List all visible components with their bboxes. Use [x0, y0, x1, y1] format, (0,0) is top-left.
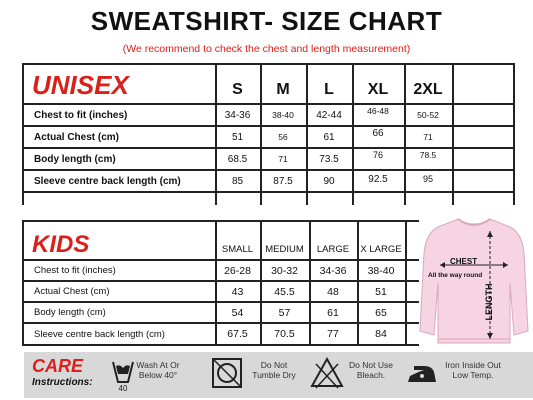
- care-subtitle: Instructions:: [32, 377, 93, 388]
- table-cell: 84: [375, 328, 387, 340]
- table-cell: 34-36: [224, 109, 251, 121]
- row-label: Sleeve centre back length (cm): [34, 328, 165, 340]
- iron-icon: [404, 356, 440, 394]
- page-subtitle: (We recommend to check the chest and length measurement): [122, 43, 411, 55]
- table-cell: 42-44: [316, 109, 342, 121]
- wash-icon: [110, 356, 136, 394]
- table-cell: 73.5: [319, 153, 339, 165]
- table-cell: 67.5: [227, 328, 248, 340]
- size-header: X LARGE: [360, 244, 402, 255]
- table-cell: 71: [278, 154, 288, 164]
- table-cell: 30-32: [271, 264, 298, 277]
- size-header: 2XL: [413, 81, 443, 98]
- table-cell: 76: [372, 150, 383, 160]
- table-cell: 38-40: [367, 264, 395, 277]
- table-rule: [405, 220, 407, 346]
- table-cell: 61: [323, 131, 335, 143]
- table-cell: 26-28: [224, 264, 251, 277]
- table-cell: 65: [375, 306, 387, 319]
- length-label: LENGTH: [484, 283, 494, 321]
- wash-temperature: 40: [118, 384, 128, 392]
- table-rule: [22, 220, 419, 222]
- table-cell: 77: [327, 328, 339, 340]
- table-cell: 38-40: [272, 110, 294, 120]
- care-title: CARE: [32, 356, 84, 376]
- size-header: XL: [367, 81, 389, 98]
- size-header: LARGE: [316, 244, 350, 255]
- row-label: Actual Chest (cm): [34, 131, 120, 143]
- care-text: Iron Inside Out Low Temp.: [445, 360, 501, 380]
- table-cell: 43: [231, 285, 244, 298]
- table-cell: 87.5: [273, 175, 293, 187]
- care-text: Do Not Use Bleach.: [349, 360, 393, 380]
- row-label: Chest to fit (inches): [34, 265, 116, 276]
- unisex-size-table: [22, 63, 515, 205]
- no-bleach-icon: [310, 356, 344, 394]
- table-cell: 57: [278, 306, 291, 319]
- table-cell: 78.5: [419, 150, 437, 160]
- table-cell: 61: [327, 306, 339, 319]
- table-cell: 50-52: [417, 110, 439, 120]
- row-label: Body length (cm): [34, 307, 106, 318]
- table-cell: 48: [327, 285, 339, 298]
- table-rule: [452, 63, 454, 205]
- table-cell: 56: [278, 132, 288, 142]
- table-cell: 34-36: [319, 264, 347, 277]
- page-title: SWEATSHIRT- SIZE CHART: [90, 6, 443, 36]
- care-text: Wash At Or Below 40°: [136, 360, 180, 380]
- no-tumble-dry-icon: [210, 356, 244, 394]
- table-rule: [22, 63, 515, 65]
- table-cell: 46-48: [367, 106, 389, 116]
- size-header: L: [324, 81, 334, 98]
- table-rule: [513, 63, 515, 205]
- table-cell: 92.5: [368, 173, 388, 185]
- size-header: SMALL: [221, 244, 254, 255]
- table-cell: 85: [231, 175, 244, 187]
- row-label: Chest to fit (inches): [34, 109, 128, 121]
- table-cell: 71: [423, 132, 433, 142]
- table-cell: 54: [231, 306, 244, 319]
- chest-label: CHEST: [450, 257, 478, 266]
- table-cell: 45.5: [274, 285, 295, 298]
- row-label: Actual Chest (cm): [34, 286, 110, 297]
- table-rule: [22, 344, 419, 346]
- size-header: S: [232, 81, 243, 98]
- row-label: Sleeve centre back length (cm): [34, 175, 181, 187]
- table-cell: 66: [372, 127, 384, 139]
- table-rule: [22, 191, 515, 193]
- table-cell: 70.5: [274, 328, 295, 340]
- section-title-unisex: UNISEX: [32, 69, 129, 100]
- chest-note: All the way round: [428, 272, 483, 279]
- table-cell: 51: [375, 285, 387, 298]
- size-header: MEDIUM: [265, 244, 304, 255]
- sweatshirt-measurement-diagram: [418, 213, 530, 353]
- care-text: Do Not Tumble Dry: [252, 360, 296, 380]
- table-cell: 90: [323, 175, 335, 187]
- table-cell: 68.5: [227, 153, 248, 165]
- care-instructions-bar: [24, 352, 533, 398]
- sweatshirt-icon: [418, 213, 530, 353]
- size-header: M: [276, 81, 290, 98]
- table-cell: 51: [231, 131, 244, 143]
- row-label: Body length (cm): [34, 153, 116, 165]
- table-cell: 95: [422, 174, 433, 184]
- section-title-kids: KIDS: [32, 231, 90, 258]
